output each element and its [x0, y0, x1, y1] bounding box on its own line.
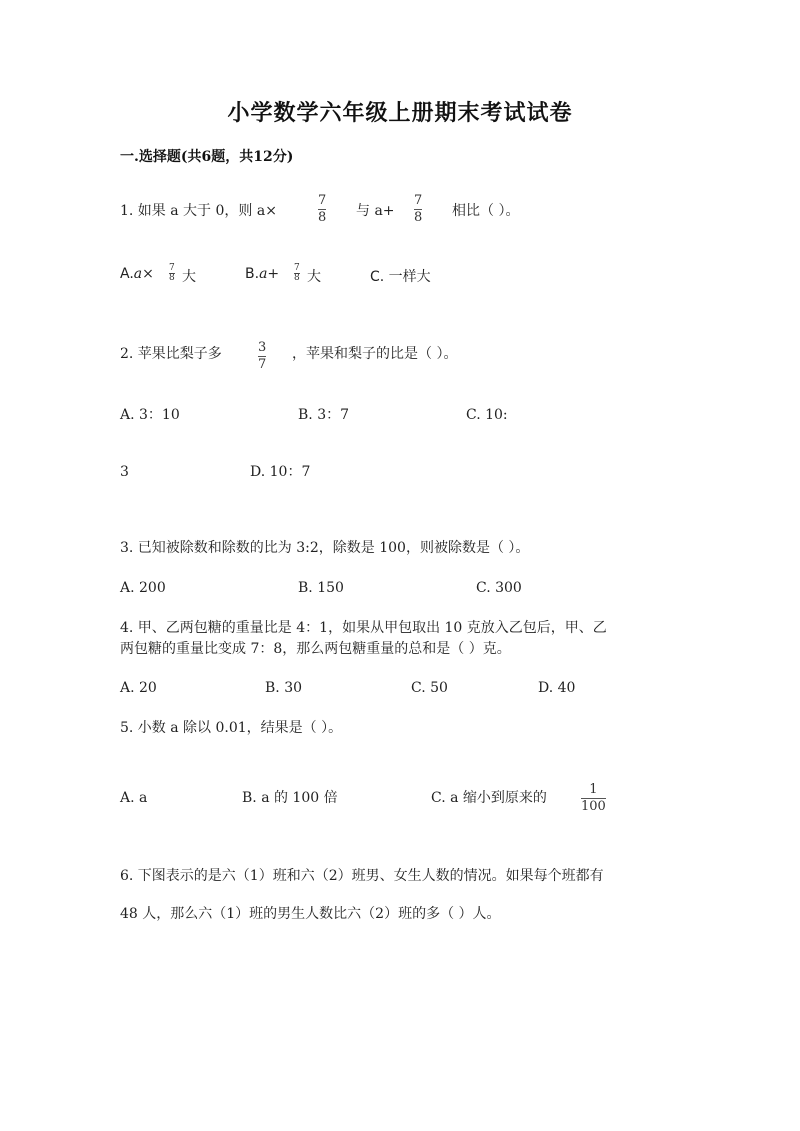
q2-fraction-denominator: 7 — [258, 357, 267, 372]
q1-text-part2: 与 a+ — [356, 203, 395, 219]
page-title: 小学数学六年级上册期末考试试卷 — [227, 100, 573, 126]
q1-option-b-fraction-denominator: 8 — [294, 273, 300, 283]
section-heading: 一.选择题(共6题，共12分) — [120, 149, 294, 165]
q1-fraction-2 — [414, 194, 422, 225]
q6-text-line-1: 6. 下图表示的是六（1）班和六（2）班男、女生人数的情况。如果每个班都有 — [120, 868, 604, 884]
q1-option-b-expr: a+ — [259, 266, 280, 282]
q1-option-b-fraction — [294, 264, 300, 283]
q5-option-b: B. a 的 100 倍 — [242, 790, 338, 806]
q1-option-b-label: B. — [245, 266, 260, 282]
q1-option-a-fraction-denominator: 8 — [169, 273, 175, 283]
q4-option-c: C. 50 — [411, 680, 448, 696]
q5-option-a: A. a — [120, 790, 148, 806]
q1-option-c: C. 一样大 — [370, 269, 431, 285]
q1-option-a — [120, 266, 154, 282]
q1-text-part3: 相比（ ）。 — [452, 203, 520, 219]
q5-fraction-denominator: 100 — [581, 799, 606, 814]
q2-option-d: D. 10：7 — [250, 464, 311, 480]
q5-option-c: C. a 缩小到原来的 — [431, 790, 547, 806]
q4-text-line-2: 两包糖的重量比变成 7：8，那么两包糖重量的总和是（ ）克。 — [120, 641, 511, 657]
q2-option-c: C. 10: — [466, 407, 508, 423]
q5-option-c-fraction — [581, 783, 606, 814]
q1-fraction-1-numerator: 7 — [318, 193, 327, 208]
q4-text-line-1: 4. 甲、乙两包糖的重量比是 4：1，如果从甲包取出 10 克放入乙包后，甲、乙 — [120, 620, 607, 636]
q1-fraction-2-denominator: 8 — [414, 210, 423, 225]
q2-option-c-continued: 3 — [120, 464, 129, 480]
q1-option-b-fraction-numerator: 7 — [294, 263, 300, 273]
q3-option-a: A. 200 — [120, 580, 166, 596]
q1-fraction-2-numerator: 7 — [414, 193, 423, 208]
q4-option-d: D. 40 — [538, 680, 576, 696]
q1-option-a-expr: a× — [133, 266, 154, 282]
q3-option-b: B. 150 — [298, 580, 344, 596]
q1-option-b — [245, 266, 279, 282]
q1-fraction-1-denominator: 8 — [318, 210, 327, 225]
q2-text-part1: 2. 苹果比梨子多 — [120, 346, 222, 362]
q1-option-a-tail: 大 — [182, 269, 196, 285]
q1-option-a-label: A. — [120, 266, 134, 282]
q2-option-a: A. 3：10 — [120, 407, 180, 423]
q5-text: 5. 小数 a 除以 0.01，结果是（ ）。 — [120, 720, 343, 736]
q6-text-line-2: 48 人，那么六（1）班的男生人数比六（2）班的多（ ）人。 — [120, 906, 501, 922]
q2-fraction-numerator: 3 — [258, 340, 267, 355]
q5-fraction-numerator: 1 — [589, 782, 598, 797]
q3-option-c: C. 300 — [476, 580, 522, 596]
q4-option-b: B. 30 — [265, 680, 303, 696]
q2-fraction — [258, 341, 266, 372]
q2-option-b: B. 3：7 — [298, 407, 350, 423]
q3-text: 3. 已知被除数和除数的比为 3:2，除数是 100，则被除数是（ ）。 — [120, 540, 530, 556]
q1-option-b-tail: 大 — [307, 269, 321, 285]
q4-option-a: A. 20 — [120, 680, 157, 696]
q1-fraction-1 — [318, 194, 326, 225]
q2-text-part2: ，苹果和梨子的比是（ ）。 — [292, 346, 458, 362]
q1-option-a-fraction — [169, 264, 175, 283]
q1-text-part1: 1. 如果 a 大于 0，则 a× — [120, 203, 277, 219]
q1-option-a-fraction-numerator: 7 — [169, 263, 175, 273]
